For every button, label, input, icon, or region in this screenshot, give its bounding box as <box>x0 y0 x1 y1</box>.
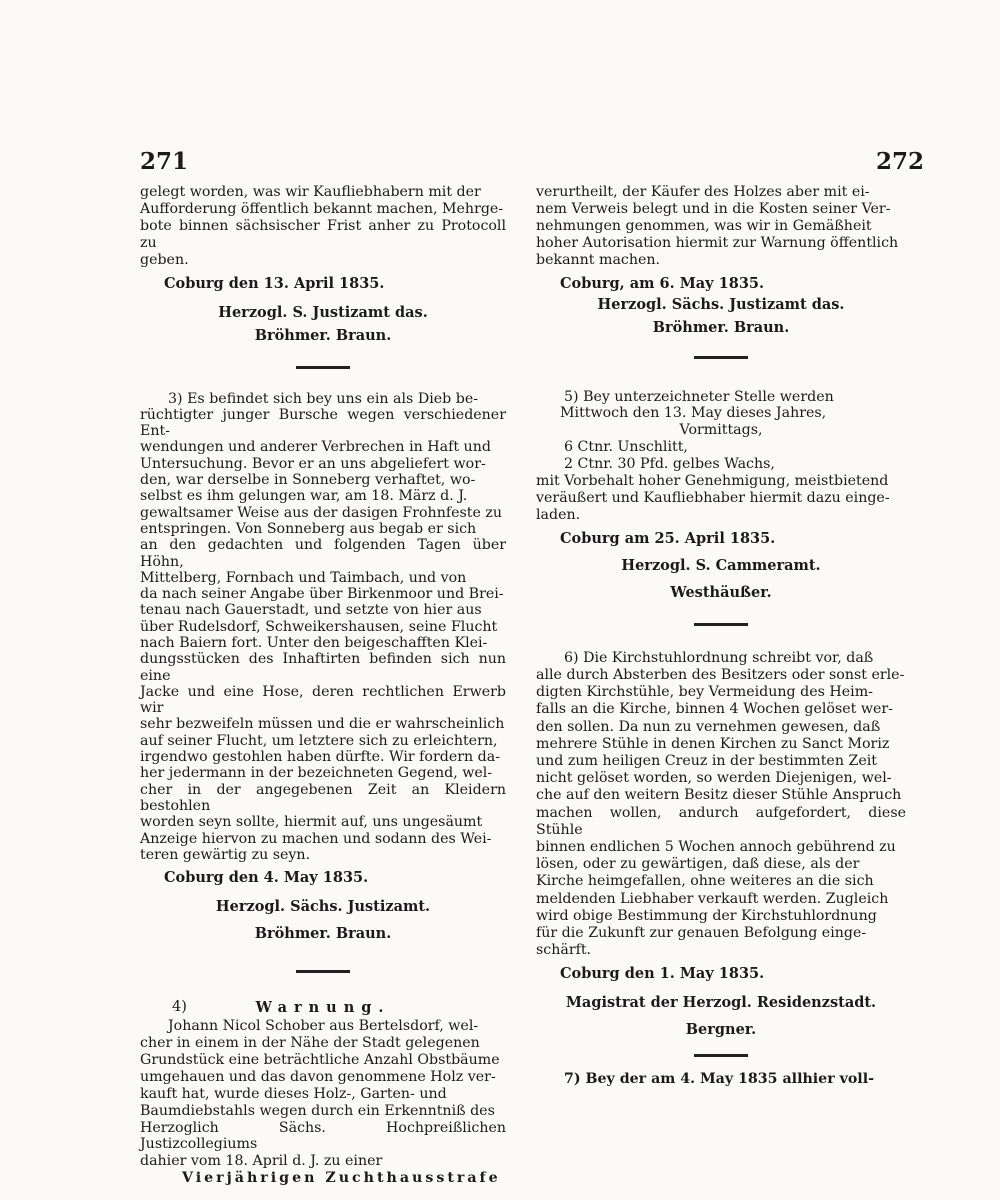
text-line: sehr bezweifeln müssen und die er wahrscheinlich <box>140 716 505 733</box>
section-divider <box>694 623 748 626</box>
text-line: selbst es ihm gelungen war, am 18. März d. J. <box>140 488 468 505</box>
left-column <box>140 184 506 1187</box>
text-line: cher in einem in der Nähe der Stadt gelegenen <box>140 1035 480 1052</box>
text-line: Jacke und eine Hose, deren rechtlichen Erwerb wir <box>140 683 506 717</box>
list-item: 6 Ctnr. Unschlitt, <box>564 439 688 456</box>
dateline: Coburg, am 6. May 1835. <box>560 274 765 292</box>
notice-6-text <box>536 650 906 960</box>
page-number-left: 271 <box>140 148 189 175</box>
signatures: Bröhmer. Braun. <box>254 925 392 943</box>
item-list <box>564 439 906 473</box>
signatures: Bergner. <box>685 1021 757 1039</box>
text-line: umgehauen und das davon genommene Holz ver- <box>140 1068 496 1085</box>
text-line: rüchtigter junger Bursche wegen verschiedener Ent- <box>140 406 506 440</box>
text-line: an den gedachten und folgenden Tagen über Höhn, <box>140 537 506 570</box>
text-line: alle durch Absterben des Besitzers oder sonst erle- <box>536 666 905 683</box>
text-line: hoher Autorisation hiermit zur Warnung öffentlich <box>536 234 899 251</box>
text-line: che auf den weitern Besitz dieser Stühle Anspruch <box>536 787 902 804</box>
text-line: Untersuchung. Bevor er an uns abgeliefert wor- <box>140 455 486 472</box>
text-line: Grundstück eine beträchtliche Anzahl Obstbäume <box>140 1051 500 1068</box>
text-line: cher in der angegebenen Zeit an Kleidern bestohlen <box>140 781 506 814</box>
section-divider <box>694 1054 748 1057</box>
authority-line: Herzogl. S. Justizamt das. <box>218 303 428 321</box>
left-intro-text <box>140 184 506 269</box>
text-line: 5) Bey unterzeichneter Stelle werden <box>564 388 834 405</box>
text-line: da nach seiner Angabe über Birkenmoor und Brei- <box>140 586 504 603</box>
text-line: nicht gelöset worden, so werden Diejenigen, wel- <box>536 770 892 787</box>
text-line: worden seyn sollte, hiermit auf, uns ungesäumt <box>140 814 483 831</box>
text-line: den, war derselbe in Sonneberg verhaftet, wo- <box>140 472 476 489</box>
text-line: kauft hat, wurde dieses Holz-, Garten- und <box>140 1085 447 1102</box>
text-line: nach Baiern fort. Unter den beigeschafften Klei- <box>140 634 488 651</box>
notice-3-text <box>140 391 506 864</box>
text-line: für die Zukunft zur genauen Befolgung einge- <box>536 925 867 942</box>
text-line: Herzoglich Sächs. Hochpreißlichen Justizcollegiums <box>140 1119 506 1153</box>
text-line: und zum heiligen Creuz in der bestimmten Zeit <box>536 753 877 769</box>
text-line: den sollen. Da nun zu vernehmen gewesen, daß <box>536 718 881 735</box>
text-line: 3) Es befindet sich bey uns ein als Dieb be- <box>168 390 479 407</box>
dateline: Coburg am 25. April 1835. <box>560 529 776 547</box>
text-line: entspringen. Von Sonneberg aus begab er sich <box>140 520 477 537</box>
signatures: Bröhmer. Braun. <box>254 326 392 344</box>
text-line: Aufforderung öffentlich bekannt machen, Mehrge- <box>140 200 504 217</box>
text-line: digten Kirchstühle, bey Vermeidung des Heim- <box>536 684 873 701</box>
text-line: Anzeige hiervon zu machen und sodann des Wei- <box>140 830 492 847</box>
text-line: teren gewärtig zu seyn. <box>140 846 311 863</box>
notice-7-text: 7) Bey der am 4. May 1835 allhier voll- <box>564 1071 874 1088</box>
notice-4-text <box>140 1018 506 1187</box>
text-line: wird obige Bestimmung der Kirchstuhlordnung <box>536 907 877 924</box>
text-line: Kirche heimgefallen, ohne weiteres an die sich <box>536 873 874 890</box>
right-column <box>536 184 906 1088</box>
text-line: tenau nach Gauerstadt, und setzte von hier aus <box>140 602 482 619</box>
list-item: 2 Ctnr. 30 Pfd. gelbes Wachs, <box>564 456 775 473</box>
text-line: Mittwoch den 13. May dieses Jahres, <box>560 405 827 422</box>
text-line: lösen, oder zu gewärtigen, daß diese, als der <box>536 856 860 873</box>
text-line: irgendwo gestohlen haben dürfte. Wir fordern da- <box>140 749 501 766</box>
text-line: 6) Die Kirchstuhlordnung schreibt vor, daß <box>564 649 874 666</box>
notice-heading: Warnung. <box>255 999 391 1017</box>
text-line: falls an die Kirche, binnen 4 Wochen gelöset wer- <box>536 701 893 718</box>
notice-5-text <box>536 389 906 440</box>
right-intro-text <box>536 184 906 269</box>
text-line: Johann Nicol Schober aus Bertelsdorf, wel- <box>168 1018 479 1035</box>
text-line: wendungen und anderer Verbrechen in Haft und <box>140 439 491 456</box>
text-line: dungsstücken des Inhaftirten befinden sich nun eine <box>140 651 506 684</box>
text-line: geben. <box>140 251 189 268</box>
text-line: mit Vorbehalt hoher Genehmigung, meistbietend <box>536 473 889 490</box>
page-number-right: 272 <box>876 148 925 175</box>
text-line: her jedermann in der bezeichneten Gegend, wel- <box>140 765 493 782</box>
text-line: laden. <box>536 506 581 523</box>
text-line: bekannt machen. <box>536 251 661 268</box>
text-line: Mittelberg, Fornbach und Taimbach, und von <box>140 569 467 586</box>
text-line: Baumdiebstahls wegen durch ein Erkenntniß des <box>140 1102 495 1119</box>
dateline: Coburg den 1. May 1835. <box>560 965 765 983</box>
text-line: auf seiner Flucht, um letztere sich zu erleichtern, <box>140 732 498 749</box>
text-line: schärft. <box>536 942 592 959</box>
text-line: machen wollen, andurch aufgefordert, diese Stühle <box>536 804 906 838</box>
notice-4-heading-row <box>140 999 506 1016</box>
signatures: Westhäußer. <box>670 583 772 601</box>
text-line: nem Verweis belegt und in die Kosten seiner Ver- <box>536 200 891 217</box>
text-line: binnen endlichen 5 Wochen annoch gebührend zu <box>536 839 896 856</box>
section-divider <box>694 356 748 359</box>
text-line: Vormittags, <box>679 422 763 439</box>
text-line: veräußert und Kaufliebhaber hiermit dazu einge- <box>536 489 890 506</box>
signatures: Bröhmer. Braun. <box>652 318 790 336</box>
text-line: über Rudelsdorf, Schweikershausen, seine Flucht <box>140 618 498 635</box>
dateline: Coburg den 13. April 1835. <box>164 274 385 292</box>
text-line: nehmungen genommen, was wir in Gemäßheit <box>536 217 872 234</box>
text-line: verurtheilt, der Käufer des Holzes aber mit ei- <box>536 184 870 200</box>
notice-number: 4) <box>172 999 187 1016</box>
text-line: mehrere Stühle in denen Kirchen zu Sanct Moriz <box>536 735 890 752</box>
authority-line: Herzogl. Sächs. Justizamt das. <box>597 295 845 313</box>
text-line: meldenden Liebhaber verkauft werden. Zugleich <box>536 890 889 907</box>
authority-line: Herzogl. Sächs. Justizamt. <box>215 898 431 916</box>
dateline: Coburg den 4. May 1835. <box>164 869 369 887</box>
text-line: gelegt worden, was wir Kaufliebhabern mit der <box>140 184 481 200</box>
text-line: dahier vom 18. April d. J. zu einer <box>140 1153 383 1170</box>
text-line: gewaltsamer Weise aus der dasigen Frohnfeste zu <box>140 504 502 521</box>
section-divider <box>296 970 350 973</box>
section-divider <box>296 366 350 369</box>
text-line: Vierjährigen Zuchthausstrafe <box>182 1170 501 1187</box>
authority-line: Magistrat der Herzogl. Residenzstadt. <box>565 994 877 1012</box>
authority-line: Herzogl. S. Cammeramt. <box>621 556 821 574</box>
notice-5-text-continued <box>536 473 906 524</box>
text-line: bote binnen sächsischer Frist anher zu Protocoll zu <box>140 217 506 251</box>
